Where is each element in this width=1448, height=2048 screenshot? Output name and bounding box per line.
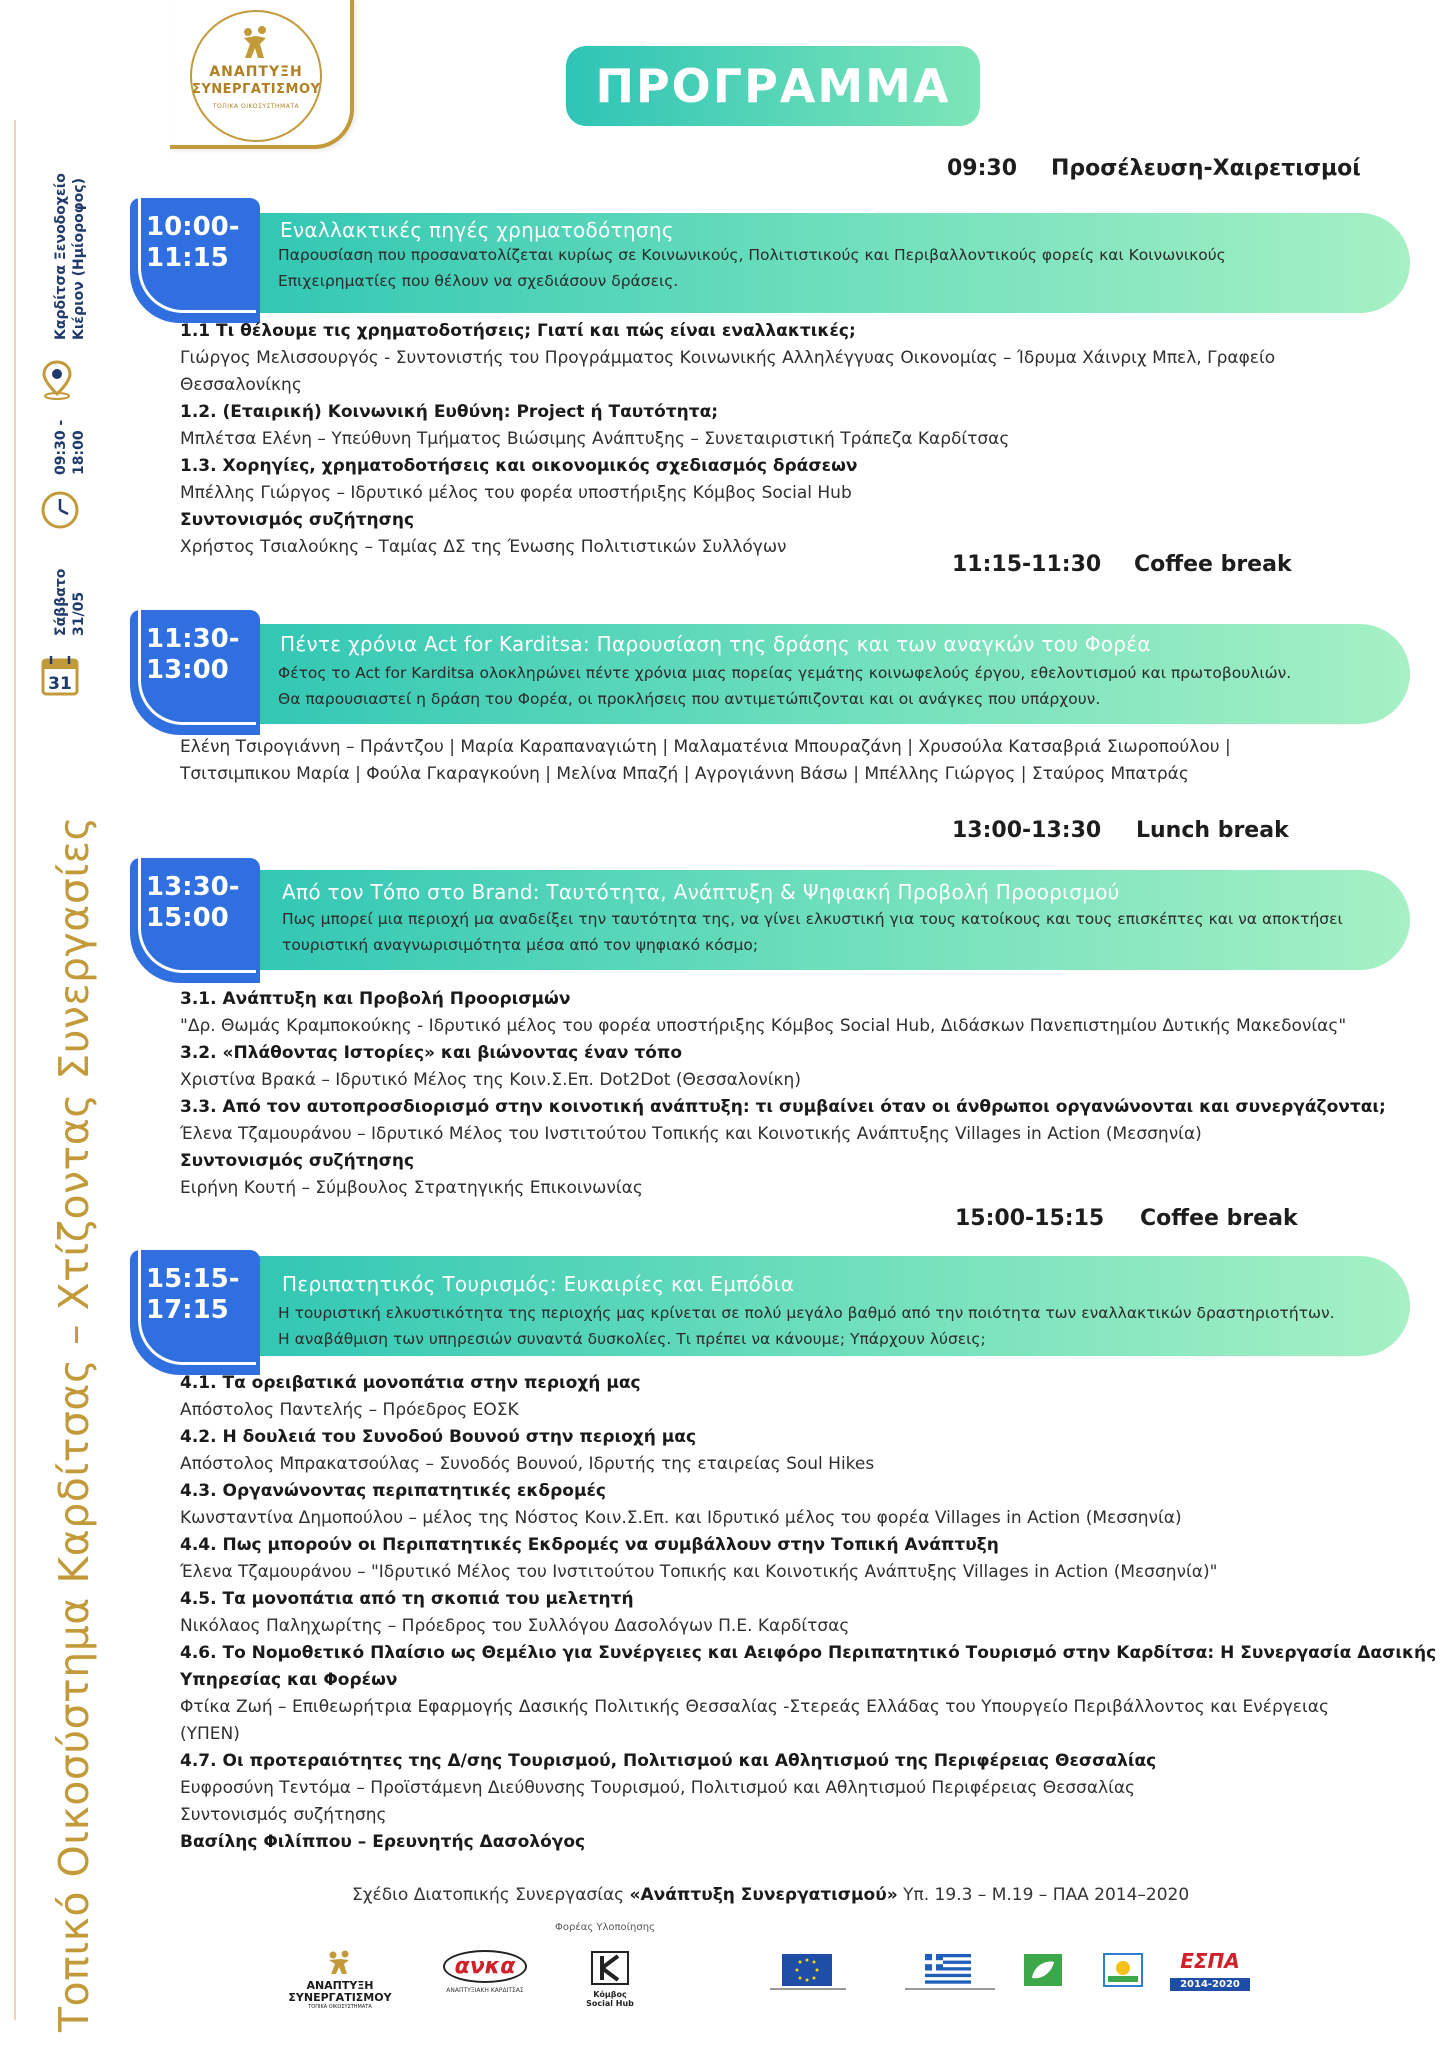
logo-line-1: ΑΝΑΠΤΥΞΗ	[209, 64, 303, 80]
sponsor-kombos-line-1: Κόμβος	[593, 1990, 627, 1999]
side-divider	[14, 120, 16, 2020]
session-2-time-end: 13:00	[146, 655, 229, 685]
talk-title: 4.7. Οι προτεραιότητες της Δ/σης Τουρισμού, Πολιτισμού και Αθλητισμού της Περιφέρειας Θεσσαλίας	[180, 1751, 1157, 1771]
location-icon	[40, 360, 74, 404]
talk-title: 4.6. Το Νομοθετικό Πλαίσιο ως Θεμέλιο για Συνέργειες και Αειφόρο Περιπατητικό Τουρισμό στην Καρδίτσα: Η Συνεργασία Δασικής	[180, 1643, 1437, 1663]
session-4-time-start: 15:15-	[146, 1264, 240, 1294]
session-1-description	[278, 242, 1226, 294]
speaker-line: (ΥΠΕΝ)	[180, 1724, 240, 1744]
speaker-line: Απόστολος Μπρακατσούλας – Συνοδός Βουνού, Ιδρυτής της εταιρείας Soul Hikes	[180, 1454, 875, 1474]
event-tagline: Τοπικό Οικοσύστημα Καρδίτσας – Χτίζοντας Συνεργασίες	[50, 816, 98, 2032]
session-2-desc-line: Φέτος το Act for Karditsa ολοκληρώνει πέντε χρόνια μιας πορείας γεμάτης κοινωφελούς έργου, εθελοντισμού και πρωτοβουλιών.	[278, 664, 1292, 682]
footer-pre: Σχέδιο Διατοπικής Συνεργασίας	[352, 1885, 630, 1905]
figures-icon	[236, 24, 276, 64]
speaker-line: Ειρήνη Κουτή – Σύμβουλος Στρατηγικής Επικοινωνίας	[180, 1178, 643, 1198]
speaker-line: Έλενα Τζαμουράνου – "Ιδρυτικό Μέλος του Ινστιτούτου Τοπικής και Κοινοτικής Ανάπτυξης Villages in Action (Μεσσηνία)"	[180, 1562, 1218, 1582]
speaker-line: "Δρ. Θωμάς Κραμποκούκης - Ιδρυτικό μέλος του φορέα υποστήριξης Κόμβος Social Hub, Διδάσκων Πανεπιστημίου Δυτικής Μακεδονίας"	[180, 1016, 1347, 1036]
session-2-description	[278, 660, 1291, 712]
session-3-description	[282, 906, 1343, 958]
sponsor-anaptyxi-line-2: ΣΥΝΕΡΓΑΤΙΣΜΟΥ	[288, 1991, 392, 2004]
logo-line-3: ΤΟΠΙΚΑ ΟΙΚΟΣΥΣΤΗΜΑΤΑ	[212, 103, 300, 110]
session-1-desc-line: Παρουσίαση που προσανατολίζεται κυρίως σε Κοινωνικούς, Πολιτιστικούς και Περιβαλλοντικούς φορείς και Κοινωνικούς	[278, 246, 1226, 264]
break-3-label: Coffee break	[1140, 1206, 1298, 1231]
session-1-time-start: 10:00-	[146, 212, 240, 242]
talk-title: 3.1. Ανάπτυξη και Προβολή Προορισμών	[180, 989, 571, 1009]
speaker-line: Συντονισμός συζήτησης	[180, 1805, 387, 1825]
break-2-label: Lunch break	[1136, 818, 1289, 843]
speaker-line: Ευφροσύνη Τεντόμα – Προϊστάμενη Διεύθυνσης Τουρισμού, Πολιτισμού και Αθλητισμού Περιφέρειας Θεσσαλίας	[180, 1778, 1136, 1798]
session-1-title: Εναλλακτικές πηγές χρηματοδότησης	[280, 218, 674, 242]
logo-card	[170, 0, 354, 149]
eu-flag-icon	[770, 1950, 846, 1992]
talk-title: 3.3. Από τον αυτοπροσδιορισμό στην κοινοτική ανάπτυξη: τι συμβαίνει όταν οι άνθρωποι οργανώνονται και συνεργάζονται;	[180, 1097, 1386, 1117]
talk-title: 4.4. Πως μπορούν οι Περιπατητικές Εκδρομές να συμβάλλουν στην Τοπική Ανάπτυξη	[180, 1535, 999, 1555]
talk-title: 1.1 Τι θέλουμε τις χρηματοδοτήσεις; Γιατί και πώς είναι εναλλακτικές;	[180, 321, 856, 341]
implementing-body-label: Φορέας Υλοποίησης	[555, 1922, 655, 1933]
hours-text	[52, 420, 88, 475]
date-text	[52, 569, 88, 636]
session-4-time-badge	[130, 1250, 260, 1375]
sponsor-anaptyxi-line-3: ΤΟΠΙΚΑ ΟΙΚΟΣΥΣΤΗΜΑΤΑ	[308, 2004, 372, 2010]
speaker-line: Μπλέτσα Ελένη – Υπεύθυνη Τμήματος Βιώσιμης Ανάπτυξης – Συνεταιριστική Τράπεζα Καρδίτσας	[180, 429, 1010, 449]
arrival-label: Προσέλευση-Χαιρετισμοί	[1051, 156, 1361, 181]
sponsor-anka-wordmark: ανκα	[443, 1950, 528, 1983]
sponsor-kombos-logo	[575, 1950, 645, 2010]
session-3-desc-line: Πως μπορεί μια περιοχή μα αναδείξει την ταυτότητα της, να γίνει ελκυστική για τους κατοίκους και τους επισκέπτες και να αποκτήσει	[282, 910, 1343, 928]
session-2-time-start: 11:30-	[146, 624, 240, 654]
talk-title: 4.3. Οργανώνοντας περιπατητικές εκδρομές	[180, 1481, 606, 1501]
speaker-line: Φτίκα Ζωή – Επιθεωρήτρια Εφαρμογής Δασικής Πολιτικής Θεσσαλίας -Στερεάς Ελλάδας του Υπουργείο Περιβάλλοντος και Ενέργειας	[180, 1697, 1329, 1717]
break-3-time: 15:00-15:15	[955, 1206, 1105, 1231]
session-3-desc-line: τουριστική αναγνωρισιμότητα μέσα από τον ψηφιακό κόσμο;	[282, 936, 759, 954]
venue-line-1: Καρδίτσα Ξενοδοχείο	[53, 173, 69, 340]
logo-line-2: ΣΥΝΕΡΓΑΤΙΣΜΟΥ	[192, 82, 321, 97]
page-title: ΠΡΟΓΡΑΜΜΑ	[566, 46, 980, 126]
speaker-line: Ελένη Τσιρογιάννη – Πράντζου | Μαρία Καραπαναγιώτη | Μαλαματένια Μπουραζάνη | Χρυσούλα Κατσαβριά Σιωροπούλου |	[180, 737, 1231, 757]
date-line-1: Σάββατο	[53, 568, 69, 636]
footer-credit	[352, 1885, 1189, 1905]
session-4-desc-line: Η τουριστική ελκυστικότητα της περιοχής μας κρίνεται σε πολύ μεγάλο βαθμό από την ποιότητα των εναλλακτικών δραστηριοτήτων.	[278, 1304, 1335, 1322]
greek-flag-icon	[905, 1950, 995, 1992]
sponsor-anaptyxi-logo	[280, 1950, 400, 2010]
speaker-line: Χριστίνα Βρακά – Ιδρυτικό Μέλος της Κοιν.Σ.Επ. Dot2Dot (Θεσσαλονίκη)	[180, 1070, 801, 1090]
speaker-line: Τσιτσιμπικου Μαρία | Φούλα Γκαραγκούνη | Μελίνα Μπαζή | Αγρογιάννη Βάσω | Μπέλλης Γιώργος | Σταύρος Μπατράς	[180, 764, 1189, 784]
greek-flag-logo	[905, 1950, 1005, 2010]
session-3-content	[180, 986, 1386, 1202]
session-2-desc-line: Θα παρουσιαστεί η δράση του Φορέα, οι προκλήσεις που αντιμετώπιζονται και οι ανάγκες που υπάρχουν.	[278, 690, 1101, 708]
footer-post: Υπ. 19.3 – Μ.19 – ΠΑΑ 2014–2020	[897, 1885, 1190, 1905]
espa-wordmark: ΕΣΠΑ	[1180, 1949, 1240, 1973]
espa-logo	[1165, 1950, 1255, 2010]
talk-title: Συντονισμός συζήτησης	[180, 1151, 415, 1171]
speaker-line: Θεσσαλονίκης	[180, 375, 302, 395]
talk-title: 1.2. (Εταιρική) Κοινωνική Ευθύνη: Project ή Ταυτότητα;	[180, 402, 719, 422]
venue-text	[52, 173, 88, 340]
clock-icon	[40, 490, 80, 534]
talk-title: 4.1. Τα ορειβατικά μονοπάτια στην περιοχή μας	[180, 1373, 641, 1393]
speaker-line: Χρήστος Τσιαλούκης – Ταμίας ΔΣ της Ένωσης Πολιτιστικών Συλλόγων	[180, 537, 787, 557]
session-2-time-badge	[130, 610, 260, 735]
speaker-line: Έλενα Τζαμουράνου – Ιδρυτικό Μέλος του Ινστιτούτου Τοπικής και Κοινοτικής Ανάπτυξης Villages in Action (Μεσσηνία)	[180, 1124, 1202, 1144]
talk-title: 1.3. Χορηγίες, χρηματοδοτήσεις και οικονομικός σχεδιασμός δράσεων	[180, 456, 858, 476]
break-2-time: 13:00-13:30	[952, 818, 1102, 843]
session-4-description	[278, 1300, 1335, 1352]
session-4-desc-line: Η αναβάθμιση των υπηρεσιών συναντά δυσκολίες. Τι πρέπει να κάνουμε; Υπάρχουν λύσεις;	[278, 1330, 986, 1348]
hours-line-1: 09:30 -	[53, 419, 69, 475]
venue-line-2: Κιέριον (Ημίοροφος)	[71, 178, 87, 340]
session-4-content	[180, 1370, 1436, 1856]
calendar-icon	[40, 654, 80, 702]
brand-logo	[190, 10, 322, 142]
sun-icon	[1100, 1950, 1146, 1992]
break-1-label: Coffee break	[1134, 552, 1292, 577]
speaker-line: Απόστολος Παντελής – Πρόεδρος ΕΟΣΚ	[180, 1400, 519, 1420]
session-2-title: Πέντε χρόνια Act for Karditsa: Παρουσίαση της δράσης και των αναγκών του Φορέα	[280, 632, 1151, 656]
session-1-content	[180, 318, 1275, 561]
talk-title: Υπηρεσίας και Φορέων	[180, 1670, 398, 1690]
session-4-title: Περιπατητικός Τουρισμός: Ευκαιρίες και Εμπόδια	[282, 1272, 795, 1296]
espa-years: 2014-2020	[1170, 1978, 1250, 1991]
talk-title: 3.2. «Πλάθοντας Ιστορίες» και βιώνοντας έναν τόπο	[180, 1043, 683, 1063]
eu-flag-logo	[770, 1950, 870, 2010]
session-1-time-badge	[130, 198, 260, 323]
leader-logo	[1020, 1950, 1070, 2010]
talk-title: Βασίλης Φιλίππου – Ερευνητής Δασολόγος	[180, 1832, 586, 1852]
hours-line-2: 18:00	[71, 430, 87, 475]
session-1-time-end: 11:15	[146, 243, 229, 273]
session-1-desc-line: Επιχειρηματίες που θέλουν να σχεδιάσουν δράσεις.	[278, 272, 679, 290]
kombos-icon	[590, 1950, 630, 1986]
calendar-day: 31	[48, 674, 72, 694]
arrival-time: 09:30	[947, 156, 1018, 181]
speaker-line: Γιώργος Μελισσουργός - Συντονιστής του Προγράμματος Κοινωνικής Αλληλέγγυας Οικονομίας – Ίδρυμα Χάινριχ Μπελ, Γραφείο	[180, 348, 1276, 368]
rural-development-logo	[1100, 1950, 1150, 2010]
date-line-2: 31/05	[71, 591, 87, 636]
session-2-content	[180, 734, 1231, 788]
speaker-line: Μπέλλης Γιώργος – Ιδρυτικό μέλος του φορέα υποστήριξης Κόμβος Social Hub	[180, 483, 852, 503]
sponsor-anka-logo	[435, 1950, 535, 2010]
talk-title: Συντονισμός συζήτησης	[180, 510, 415, 530]
speaker-line: Κωνσταντίνα Δημοπούλου – μέλος της Νόστος Κοιν.Σ.Επ. και Ιδρυτικό μέλος του φορέα Villages in Action (Μεσσηνία)	[180, 1508, 1182, 1528]
talk-title: 4.2. Η δουλειά του Συνοδού Βουνού στην περιοχή μας	[180, 1427, 697, 1447]
session-3-time-badge	[130, 858, 260, 983]
figures-icon	[323, 1950, 357, 1976]
sponsor-anaptyxi-line-1: ΑΝΑΠΤΥΞΗ	[306, 1979, 374, 1992]
footer-bold: «Ανάπτυξη Συνεργατισμού»	[629, 1885, 898, 1905]
sponsor-kombos-line-2: Social Hub	[586, 1999, 634, 2008]
speaker-line: Νικόλαος Παληχωρίτης – Πρόεδρος του Συλλόγου Δασολόγων Π.Ε. Καρδίτσας	[180, 1616, 850, 1636]
session-3-time-end: 15:00	[146, 903, 229, 933]
session-4-time-end: 17:15	[146, 1295, 229, 1325]
session-3-time-start: 13:30-	[146, 872, 240, 902]
session-3-title: Από τον Τόπο στο Brand: Ταυτότητα, Ανάπτυξη & Ψηφιακή Προβολή Προορισμού	[282, 880, 1120, 904]
sponsor-anka-caption: ΑΝΑΠΤΥΞΙΑΚΗ ΚΑΡΔΙΤΣΑΣ	[446, 1987, 524, 1994]
leaf-icon	[1020, 1950, 1066, 1992]
break-1-time: 11:15-11:30	[952, 552, 1102, 577]
talk-title: 4.5. Τα μονοπάτια από τη σκοπιά του μελετητή	[180, 1589, 634, 1609]
